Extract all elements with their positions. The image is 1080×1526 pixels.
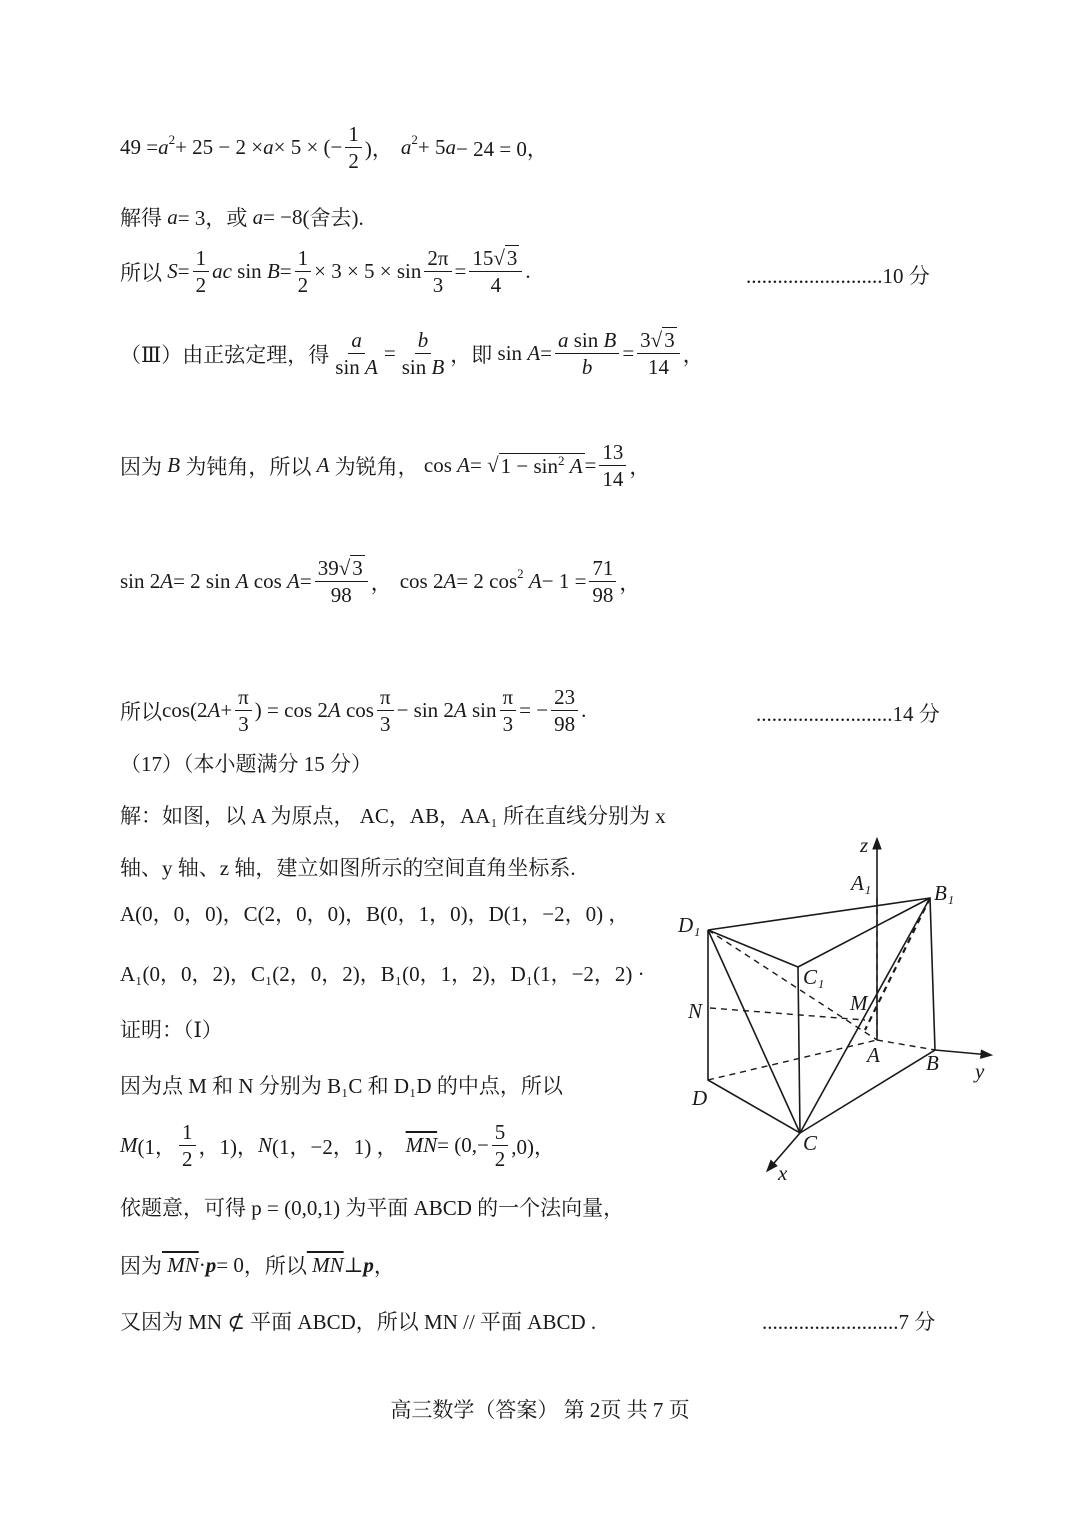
solution-line-1: 解：如图，以 A 为原点， AC，AB，AA₁ 所在直线分别为 x	[120, 804, 666, 828]
midpoint-line: 因为点 M 和 N 分别为 B₁C 和 D₁D 的中点，所以	[120, 1074, 563, 1098]
label-C: C	[803, 1131, 818, 1155]
parallel-line: 又因为 MN ⊄ 平面 ABCD，所以 MN // 平面 ABCD .	[120, 1310, 597, 1334]
label-A1: A₁	[851, 871, 872, 895]
q17-header: （17）（本小题满分 15 分）	[120, 752, 372, 776]
double-angle-line: sin 2 A = 2 sin A cos A = $\frac{39√3}{98}$ ， cos 2 A = 2 cos 2 A − 1 = $\frac{71}{98}$ ，	[120, 556, 641, 608]
sine-law-line: （Ⅲ）由正弦定理，得 $\frac{a}{\text{sin A}}$ = $\frac{b}{\text{sin B}}$ ， 即 sin A = $\frac{\text{a sin B}}{b}$ = $\frac{3√3}{14}$ ，	[120, 328, 704, 380]
equation-law-of-cosines: 49 = a 2 + 25 − 2 × a × 5 × (− $\frac{1}{2}$ )， a 2 + 5 a − 24 = 0，	[120, 122, 548, 174]
label-M: M	[850, 991, 868, 1015]
coordinates-line-2: A₁(0，0，2)，C₁(2，0，2)，B₁(0，1，2)，D₁(1，−2，2) ·	[120, 962, 645, 986]
label-B1: B₁	[934, 881, 955, 905]
label-C1: C₁	[803, 965, 825, 989]
label-N: N	[688, 999, 703, 1023]
label-B: B	[926, 1051, 939, 1075]
label-y: y	[975, 1059, 985, 1083]
cos-a-line: 因为 B 为钝角，所以 A 为锐角， cos A = √ $1 - \sin^2 A$ = $\frac{13}{14}$ ，	[120, 440, 651, 492]
normal-vector-line: 依题意，可得 p = (0,0,1) 为平面 ABCD 的一个法向量，	[120, 1196, 625, 1220]
label-D1: D₁	[678, 913, 701, 937]
final-cos-line: 所以 cos(2 A + $\frac{\pi}{3}$ ) = cos 2 A cos $\frac{\pi}{3}$ − sin 2 A sin $\frac{\pi}{3}$ = − $\frac{23}{98}$ .	[120, 685, 587, 737]
label-z: z	[860, 833, 869, 857]
coordinates-line-1: A(0，0，0)，C(2，0，0)，B(0，1，0)，D(1，−2，0) ，	[120, 902, 630, 926]
score-14: ..........................14 分	[756, 702, 940, 726]
label-D: D	[692, 1086, 708, 1110]
label-x: x	[778, 1161, 788, 1185]
solution-line-2: 轴、y 轴、z 轴，建立如图所示的空间直角坐标系.	[120, 856, 576, 880]
x-axis	[768, 1133, 800, 1170]
perpendicular-line: 因为 MN · p = 0 ，所以 MN ⊥ p ，	[120, 1252, 395, 1278]
score-10: ..........................10 分	[746, 264, 930, 288]
proof-label: 证明：（Ⅰ）	[120, 1018, 223, 1042]
score-7: ..........................7 分	[762, 1310, 936, 1334]
label-A: A	[867, 1043, 880, 1067]
mn-vector-line: M (1， $\frac{1}{2}$ ，1)， N (1，−2，1) ， $\overline{MN}$ = (0,− $\frac{5}{2}$ ,0)，	[120, 1120, 556, 1172]
y-axis	[935, 1050, 990, 1055]
page-footer: 高三数学（答案） 第 2页 共 7 页	[390, 1398, 690, 1422]
solve-a-line: 解得 a = 3， 或 a = −8 (舍去).	[120, 204, 364, 230]
area-line: 所以 S = $\frac{1}{2}$ ac sin B = $\frac{1}{2}$ × 3 × 5 × sin $\frac{2\pi}{3}$ = $\frac{15√3}{4}$ .	[120, 246, 531, 298]
